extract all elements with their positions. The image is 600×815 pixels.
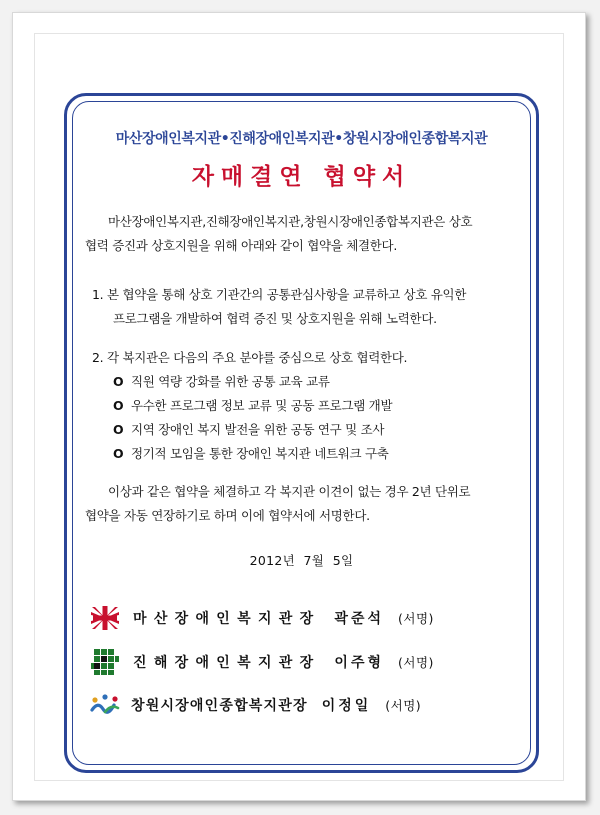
certificate-frame xyxy=(64,93,539,773)
article-2 xyxy=(92,346,407,466)
signatory-title: 진해장애인복지관장 xyxy=(133,655,321,671)
signatory-row xyxy=(89,603,522,633)
signatory-title: 마산장애인복지관장 xyxy=(133,611,321,627)
bullet-text: 우수한 프로그램 정보 교류 및 공동 프로그램 개발 xyxy=(131,398,393,413)
closing-line: 이상과 같은 협약을 체결하고 각 복지관 이견이 없는 경우 2년 단위로 xyxy=(108,484,471,499)
signature-mark: (서명) xyxy=(385,698,422,713)
signatory-name: 곽준석 xyxy=(334,611,384,627)
signatory-title: 창원시장애인종합복지관장 xyxy=(131,698,308,714)
closing-line: 협약을 자동 연장하기로 하며 이에 협약서에 서명한다. xyxy=(85,508,370,523)
bullet-mark: O xyxy=(113,446,124,461)
signatory-row xyxy=(89,647,522,677)
agreement-date: 2012년 7월 5일 xyxy=(249,553,354,568)
document-title: 자매결연 협약서 xyxy=(191,164,412,190)
article-1-line: 1. 본 협약을 통해 상호 기관간의 공통관심사항을 교류하고 상호 유익한 xyxy=(92,287,467,302)
signature-mark: (서명) xyxy=(398,655,434,670)
intro-line: 협력 증진과 상호지원을 위해 아래와 같이 협약을 체결한다. xyxy=(85,238,397,253)
signatory-name: 이정일 xyxy=(321,698,372,714)
article-2-heading: 2. 각 복지관은 다음의 주요 분야를 중심으로 상호 협력한다. xyxy=(92,350,408,365)
bullet-mark: O xyxy=(113,374,124,389)
bullet-mark: O xyxy=(113,422,124,437)
signature-mark: (서명) xyxy=(398,611,434,626)
article-2-bullet xyxy=(92,370,407,394)
organizations-header: 마산장애인복지관•진해장애인복지관•창원시장애인종합복지관 xyxy=(115,131,488,147)
article-2-bullet xyxy=(92,418,407,442)
bullet-text: 지역 장애인 복지 발전을 위한 공동 연구 및 조사 xyxy=(131,422,385,437)
wave-figures-icon xyxy=(89,691,121,719)
article-1 xyxy=(92,283,466,331)
closing-paragraph xyxy=(85,480,470,528)
green-mosaic-icon xyxy=(89,648,121,676)
article-1-line: 프로그램을 개발하여 협력 증진 및 상호지원을 위해 노력한다. xyxy=(113,311,437,326)
article-2-bullet xyxy=(92,442,407,466)
intro-line: 마산장애인복지관,진해장애인복지관,창원시장애인종합복지관은 상호 xyxy=(108,214,473,229)
signatory-name: 이주형 xyxy=(334,655,384,671)
signatory-row xyxy=(89,690,522,720)
document-page xyxy=(12,12,586,801)
bullet-mark: O xyxy=(113,398,124,413)
intro-paragraph xyxy=(85,210,472,258)
article-2-bullet xyxy=(92,394,407,418)
bullet-text: 직원 역량 강화를 위한 공통 교육 교류 xyxy=(131,374,330,389)
caritas-cross-icon xyxy=(89,604,121,632)
bullet-text: 정기적 모임을 통한 장애인 복지관 네트워크 구축 xyxy=(131,446,389,461)
